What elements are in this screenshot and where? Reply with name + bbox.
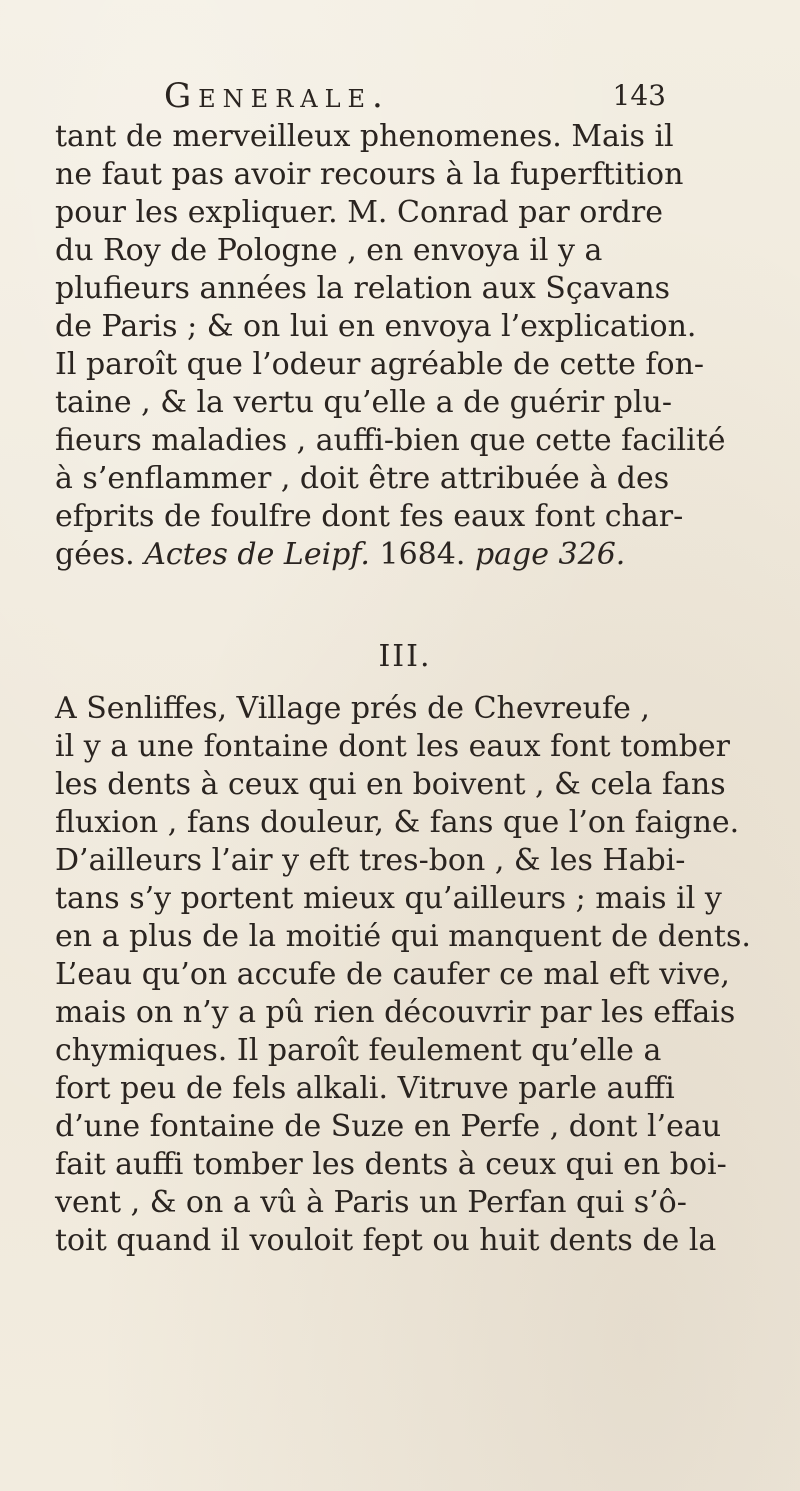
citation-year: 1684. bbox=[379, 537, 466, 572]
citation-page: page 326. bbox=[474, 537, 626, 572]
page-number: 143 bbox=[612, 79, 666, 112]
text-line: en a plus de la moitié qui manquent de dents. bbox=[55, 919, 751, 954]
text-line: fluxion , fans douleur, & fans que l’on faigne. bbox=[55, 805, 740, 840]
text-line: tans s’y portent mieux qu’ailleurs ; mais il y bbox=[55, 881, 722, 916]
line-text: gées. bbox=[55, 537, 135, 572]
text-line: du Roy de Pologne , en envoya il y a bbox=[55, 233, 603, 268]
citation-source: Actes de Leipf. bbox=[144, 537, 370, 572]
text-line: il y a une fontaine dont les eaux font tomber bbox=[55, 729, 731, 764]
text-line: A Senliffes, Village prés de Chevreufe , bbox=[55, 691, 650, 726]
text-line: plufieurs années la relation aux Sçavans bbox=[55, 271, 671, 306]
citation-line bbox=[55, 536, 757, 574]
text-line: ne faut pas avoir recours à la fuperftition bbox=[55, 157, 684, 192]
text-line: d’une fontaine de Suze en Perfe , dont l’eau bbox=[55, 1109, 722, 1144]
text-line: pour les expliquer. M. Conrad par ordre bbox=[55, 195, 663, 230]
text-line: L’eau qu’on accufe de caufer ce mal eft vive, bbox=[55, 957, 730, 992]
text-line: Il paroît que l’odeur agréable de cette fon- bbox=[55, 347, 705, 382]
text-line: toit quand il vouloit fept ou huit dents de la bbox=[55, 1223, 717, 1258]
text-line: chymiques. Il paroît feulement qu’elle a bbox=[55, 1033, 662, 1068]
text-line: mais on n’y a pû rien découvrir par les effais bbox=[55, 995, 736, 1030]
paragraph-1 bbox=[55, 118, 757, 574]
text-line: de Paris ; & on lui en envoya l’explication. bbox=[55, 309, 697, 344]
text-line: les dents à ceux qui en boivent , & cela fans bbox=[55, 767, 726, 802]
section-number: III. bbox=[378, 639, 432, 674]
running-title: Generale. bbox=[164, 76, 390, 116]
text-line: tant de merveilleux phenomenes. Mais il bbox=[55, 119, 674, 154]
text-line: vent , & on a vû à Paris un Perfan qui s’ô- bbox=[55, 1185, 687, 1220]
paragraph-2 bbox=[55, 690, 757, 1260]
text-line: D’ailleurs l’air y eft tres-bon , & les Habi- bbox=[55, 843, 686, 878]
text-line: à s’enflammer , doit être attribuée à des bbox=[55, 461, 670, 496]
page-header bbox=[164, 74, 666, 118]
text-line: fort peu de fels alkali. Vitruve parle auffi bbox=[55, 1071, 675, 1106]
text-line: efprits de foulfre dont fes eaux font char- bbox=[55, 499, 684, 534]
text-line: fait auffi tomber les dents à ceux qui en boi- bbox=[55, 1147, 727, 1182]
text-line: taine , & la vertu qu’elle a de guérir plu- bbox=[55, 385, 672, 420]
text-line: fieurs maladies , auffi-bien que cette facilité bbox=[55, 423, 726, 458]
